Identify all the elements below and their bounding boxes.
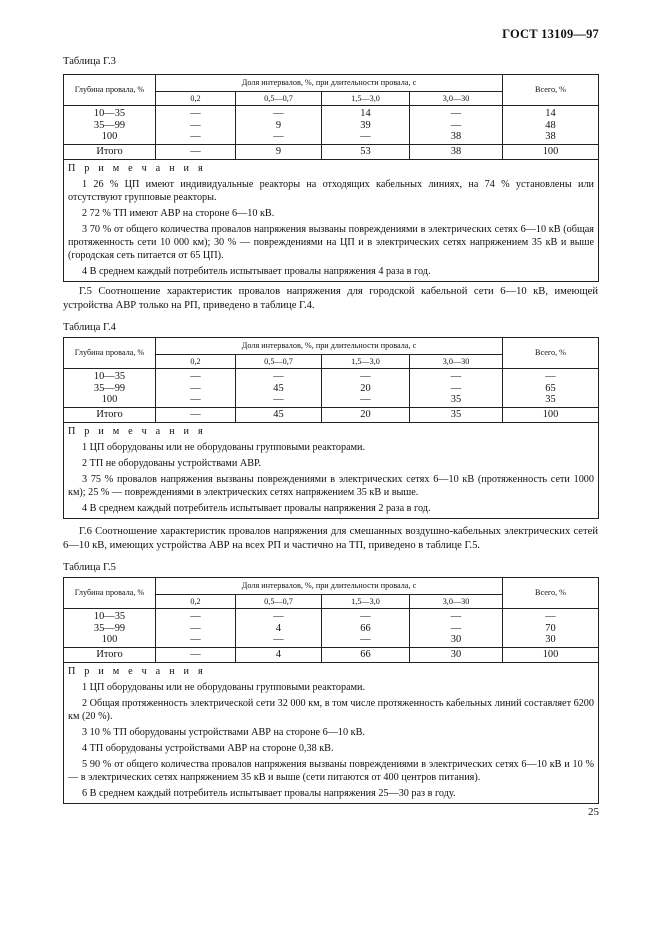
depth-cell	[64, 609, 156, 648]
cell-value: —	[190, 634, 201, 645]
cell-value: —	[190, 119, 201, 131]
sum-value: 30	[410, 648, 503, 663]
header-duration: 0,5—0,7	[236, 355, 322, 369]
cell-value: 14	[545, 108, 556, 119]
header-duration: 1,5—3,0	[322, 355, 410, 369]
table-data-row	[64, 369, 599, 408]
note-item: 3 10 % ТП оборудованы устройствами АВР на стороне 6—10 кВ.	[82, 727, 365, 738]
depth-cell	[64, 106, 156, 145]
cell-value: 20	[360, 382, 371, 394]
cell-value: —	[360, 131, 371, 142]
note-item: 3 70 % от общего количества провалов напряжения вызваны повреждениями в электрических сетях 6—10 кВ (общая протяженность сети 10 000 км); 30 % — повреждениями на ЦП и в электрических сетях напряжением 35 кВ и выше (городская сеть питается от 65 ЦП).	[68, 224, 594, 261]
cell-value: —	[450, 119, 462, 131]
cell-value: —	[273, 394, 284, 405]
header-duration: 3,0—30	[410, 595, 503, 609]
cell-value: —	[273, 108, 284, 119]
cell-value: 30	[545, 634, 556, 645]
paragraph-g6: Г.6 Соотношение характеристик провалов напряжения для смешанных воздушно-кабельных электрических сетей 6—10 кВ, имеющих устройства АВР на всех РП и частично на ТП, приведено в таблице Г.5.	[63, 526, 598, 551]
cell-value: 35	[450, 394, 462, 405]
note-item: 4 В среднем каждый потребитель испытывает провалы напряжения 4 раза в год.	[82, 266, 431, 277]
value-cell	[410, 609, 503, 648]
header-duration: 0,5—0,7	[236, 595, 322, 609]
cell-value: —	[273, 611, 284, 622]
cell-value: —	[190, 382, 201, 394]
value-cell	[322, 106, 410, 145]
sum-value: 66	[322, 648, 410, 663]
cell-value: 35—99	[93, 382, 126, 394]
cell-value: 100	[101, 394, 118, 405]
cell-value: —	[190, 371, 201, 382]
paragraph-g5: Г.5 Соотношение характеристик провалов напряжения для городской кабельной сети 6—10 кВ, имеющей устройства АВР только на РП, приведено в таблице Г.4.	[63, 286, 598, 311]
data-table-g3	[63, 74, 599, 282]
data-table-g4	[63, 337, 599, 519]
cell-value: 35—99	[93, 622, 126, 634]
header-total: Всего, %	[503, 75, 599, 106]
sum-label: Итого	[64, 408, 156, 423]
cell-value: 9	[275, 119, 282, 131]
table-data-row	[64, 106, 599, 145]
cell-value: 10—35	[93, 108, 126, 119]
header-duration: 0,2	[156, 92, 236, 106]
value-cell	[236, 369, 322, 408]
value-cell	[410, 369, 503, 408]
value-cell	[410, 106, 503, 145]
cell-value: 39	[360, 119, 371, 131]
cell-value: 14	[360, 108, 371, 119]
value-cell	[236, 609, 322, 648]
note-item: 1 ЦП оборудованы или не оборудованы групповыми реакторами.	[82, 442, 366, 453]
note-item: 1 26 % ЦП имеют индивидуальные реакторы на отходящих кабельных линиях, на 74 % установлены или отсутствуют групповые реакторы.	[68, 179, 594, 203]
cell-value: 48	[545, 119, 556, 131]
header-depth: Глубина провала, %	[64, 338, 156, 369]
cell-value: —	[273, 634, 284, 645]
cell-value: 38	[450, 131, 462, 142]
standard-header: ГОСТ 13109—97	[502, 27, 599, 41]
note-item: 4 В среднем каждый потребитель испытывает провалы напряжения 2 раза в год.	[82, 503, 431, 514]
depth-cell	[64, 369, 156, 408]
cell-value: —	[273, 131, 284, 142]
cell-value: —	[360, 371, 371, 382]
header-share: Доля интервалов, %, при длительности провала, с	[156, 75, 503, 92]
sum-value: 20	[322, 408, 410, 423]
header-total: Всего, %	[503, 338, 599, 369]
header-depth: Глубина провала, %	[64, 578, 156, 609]
table-caption: Таблица Г.4	[63, 322, 116, 333]
notes-cell	[64, 423, 599, 519]
notes-cell	[64, 160, 599, 282]
header-total: Всего, %	[503, 578, 599, 609]
notes-title: П р и м е ч а н и я	[68, 666, 206, 677]
note-item: 2 72 % ТП имеют АВР на стороне 6—10 кВ.	[82, 208, 275, 219]
header-duration: 1,5—3,0	[322, 595, 410, 609]
header-duration: 1,5—3,0	[322, 92, 410, 106]
cell-value: —	[360, 394, 371, 405]
cell-value: 4	[275, 622, 282, 634]
cell-value: 35—99	[93, 119, 126, 131]
header-share: Доля интервалов, %, при длительности провала, с	[156, 338, 503, 355]
sum-value: 100	[503, 648, 599, 663]
value-cell	[156, 106, 236, 145]
header-share: Доля интервалов, %, при длительности провала, с	[156, 578, 503, 595]
total-cell	[503, 369, 599, 408]
cell-value: —	[360, 611, 371, 622]
cell-value: 38	[545, 131, 556, 142]
sum-value: —	[156, 408, 236, 423]
value-cell	[156, 609, 236, 648]
cell-value: —	[190, 394, 201, 405]
page-number: 25	[588, 806, 599, 818]
sum-value: 53	[322, 145, 410, 160]
cell-value: —	[273, 371, 284, 382]
data-table-g5	[63, 577, 599, 804]
total-cell	[503, 106, 599, 145]
table-data-row	[64, 609, 599, 648]
sum-label: Итого	[64, 648, 156, 663]
table-caption: Таблица Г.5	[63, 562, 116, 573]
header-duration: 0,5—0,7	[236, 92, 322, 106]
cell-value: —	[190, 611, 201, 622]
cell-value: —	[450, 611, 462, 622]
value-cell	[322, 609, 410, 648]
total-cell	[503, 609, 599, 648]
table-sum-row	[64, 648, 599, 663]
sum-value: 35	[410, 408, 503, 423]
sum-value: 9	[236, 145, 322, 160]
cell-value: —	[545, 611, 556, 622]
sum-label: Итого	[64, 145, 156, 160]
sum-value: 4	[236, 648, 322, 663]
cell-value: —	[360, 634, 371, 645]
notes-cell	[64, 663, 599, 804]
note-item: 1 ЦП оборудованы или не оборудованы групповыми реакторами.	[82, 682, 366, 693]
cell-value: 35	[545, 394, 556, 405]
table-caption: Таблица Г.3	[63, 56, 116, 67]
cell-value: 30	[450, 634, 462, 645]
notes-title: П р и м е ч а н и я	[68, 163, 206, 174]
cell-value: 45	[273, 382, 284, 394]
table-sum-row	[64, 145, 599, 160]
table-sum-row	[64, 408, 599, 423]
cell-value: —	[190, 622, 201, 634]
cell-value: 100	[101, 131, 118, 142]
cell-value: 66	[360, 622, 371, 634]
note-item: 2 ТП не оборудованы устройствами АВР.	[82, 458, 261, 469]
cell-value: —	[450, 622, 462, 634]
header-duration: 3,0—30	[410, 92, 503, 106]
note-item: 4 ТП оборудованы устройствами АВР на стороне 0,38 кВ.	[82, 743, 334, 754]
cell-value: —	[545, 371, 556, 382]
cell-value: 65	[545, 382, 556, 394]
cell-value: —	[190, 131, 201, 142]
note-item: 6 В среднем каждый потребитель испытывает провалы напряжения 25—30 раз в году.	[82, 788, 456, 799]
header-depth: Глубина провала, %	[64, 75, 156, 106]
cell-value: 10—35	[93, 371, 126, 382]
cell-value: 10—35	[93, 611, 126, 622]
cell-value: 100	[101, 634, 118, 645]
cell-value: —	[450, 108, 462, 119]
cell-value: —	[450, 371, 462, 382]
value-cell	[156, 369, 236, 408]
cell-value: —	[190, 108, 201, 119]
header-duration: 0,2	[156, 355, 236, 369]
sum-value: 100	[503, 408, 599, 423]
header-duration: 3,0—30	[410, 355, 503, 369]
sum-value: —	[156, 648, 236, 663]
sum-value: 38	[410, 145, 503, 160]
note-item: 5 90 % от общего количества провалов напряжения вызваны повреждениями в электрических сетях 6—10 кВ и 10 % — в электрических сетях напряжением 35 кВ и выше (сети питаются от 400 центров питания).	[68, 759, 594, 783]
notes-title: П р и м е ч а н и я	[68, 426, 206, 437]
sum-value: —	[156, 145, 236, 160]
note-item: 2 Общая протяженность электрической сети 32 000 км, в том числе протяженность кабельных линий составляет 6200 км (20 %).	[68, 698, 594, 722]
header-duration: 0,2	[156, 595, 236, 609]
value-cell	[322, 369, 410, 408]
cell-value: 70	[545, 622, 556, 634]
note-item: 3 75 % провалов напряжения вызваны повреждениями в электрических сетях 6—10 кВ (протяженность сети 1000 км); 25 % — повреждениями в электрических сетях напряжением 35 кВ и выше.	[68, 474, 594, 498]
sum-value: 45	[236, 408, 322, 423]
value-cell	[236, 106, 322, 145]
sum-value: 100	[503, 145, 599, 160]
cell-value: —	[450, 382, 462, 394]
